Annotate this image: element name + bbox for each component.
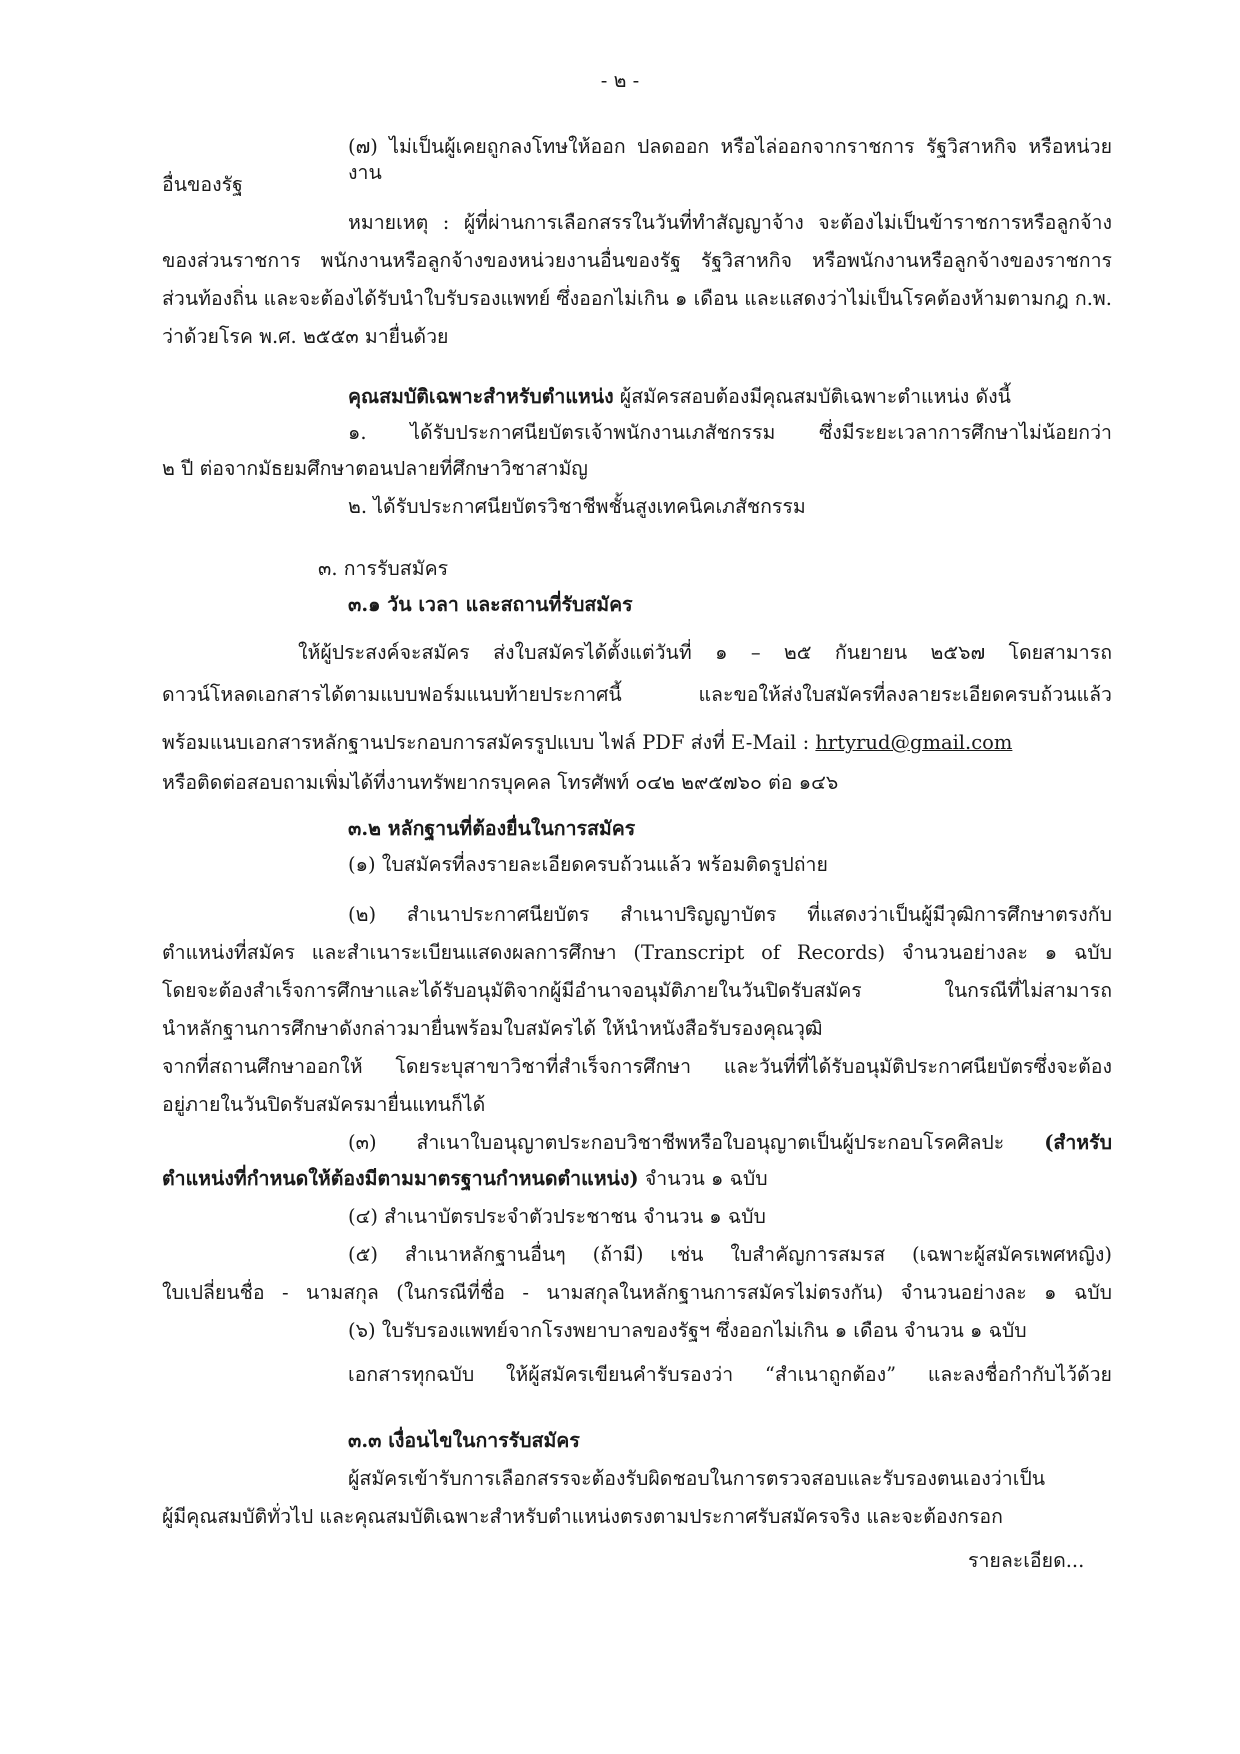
document-item-5-line-2: ใบเปลี่ยนชื่อ - นามสกุล (ในกรณีที่ชื่อ - นามสกุลในหลักฐานการสมัครไม่ตรงกัน) จำนวนอย่างละ ๑ ฉบับ	[162, 1281, 1112, 1304]
item-7-line-2: อื่นของรัฐ	[162, 173, 243, 196]
document-item-2-line-6: อยู่ภายในวันปิดรับสมัครมายื่นแทนก็ได้	[162, 1093, 486, 1116]
note-line-4: ว่าด้วยโรค พ.ศ. ๒๕๕๓ มายื่นด้วย	[162, 325, 449, 348]
section-3-1-line-3	[162, 730, 1012, 756]
document-item-3-line-2-bold: ตำแหน่งที่กำหนดให้ต้องมีตามมาตรฐานกำหนดตำแหน่ง)	[162, 1167, 639, 1190]
qualification-heading	[348, 384, 1011, 410]
continued-marker: รายละเอียด...	[968, 1549, 1085, 1572]
document-item-3-line-2	[162, 1166, 768, 1192]
section-3-3-line-1: ผู้สมัครเข้ารับการเลือกสรรจะต้องรับผิดชอบในการตรวจสอบและรับรองตนเองว่าเป็น	[348, 1467, 1046, 1490]
certification-note: เอกสารทุกฉบับ ให้ผู้สมัครเขียนคำรับรองว่า “สำเนาถูกต้อง” และลงชื่อกำกับไว้ด้วย	[348, 1363, 1112, 1386]
note-line-1: หมายเหตุ : ผู้ที่ผ่านการเลือกสรรในวันที่ทำสัญญาจ้าง จะต้องไม่เป็นข้าราชการหรือลูกจ้าง	[348, 211, 1112, 234]
document-item-2-line-1: (๒) สำเนาประกาศนียบัตร สำเนาปริญญาบัตร ที่แสดงว่าเป็นผู้มีวุฒิการศึกษาตรงกับ	[348, 903, 1112, 926]
section-3-1-line-2: ดาวน์โหลดเอกสารได้ตามแบบฟอร์มแนบท้ายประกาศนี้ และขอให้ส่งใบสมัครที่ลงลายระเอียดครบถ้วนแล้ว	[162, 683, 1112, 706]
qualification-item-1-line-2: ๒ ปี ต่อจากมัธยมศึกษาตอนปลายที่ศึกษาวิชาสามัญ	[162, 457, 588, 480]
qualification-item-2: ๒. ได้รับประกาศนียบัตรวิชาชีพชั้นสูงเทคนิคเภสัชกรรม	[348, 495, 806, 518]
section-3-1-title: ๓.๑ วัน เวลา และสถานที่รับสมัคร	[348, 593, 633, 616]
document-item-5-line-1: (๕) สำเนาหลักฐานอื่นๆ (ถ้ามี) เช่น ใบสำคัญการสมรส (เฉพาะผู้สมัครเพศหญิง)	[348, 1243, 1112, 1266]
document-item-1: (๑) ใบสมัครที่ลงรายละเอียดครบถ้วนแล้ว พร้อมติดรูปถ่าย	[348, 853, 828, 876]
section-3-2-title: ๓.๒ หลักฐานที่ต้องยื่นในการสมัคร	[348, 817, 636, 840]
section-3-3-title: ๓.๓ เงื่อนไขในการรับสมัคร	[348, 1429, 580, 1452]
document-item-4: (๔) สำเนาบัตรประจำตัวประชาชน จำนวน ๑ ฉบับ	[348, 1205, 766, 1228]
document-item-2-line-4: นำหลักฐานการศึกษาดังกล่าวมายื่นพร้อมใบสมัครได้ ให้นำหนังสือรับรองคุณวุฒิ	[162, 1017, 823, 1040]
item-7-line-1: (๗) ไม่เป็นผู้เคยถูกลงโทษให้ออก ปลดออก หรือไล่ออกจากราชการ รัฐวิสาหกิจ หรือหน่วยงาน	[348, 135, 1112, 184]
note-line-3: ส่วนท้องถิ่น และจะต้องได้รับนำใบรับรองแพทย์ ซึ่งออกไม่เกิน ๑ เดือน และแสดงว่าไม่เป็นโรคต้องห้ามตามกฎ ก.พ.	[162, 287, 1112, 310]
document-item-6: (๖) ใบรับรองแพทย์จากโรงพยาบาลของรัฐฯ ซึ่งออกไม่เกิน ๑ เดือน จำนวน ๑ ฉบับ	[348, 1319, 1027, 1342]
note-line-2: ของส่วนราชการ พนักงานหรือลูกจ้างของหน่วยงานอื่นของรัฐ รัฐวิสาหกิจ หรือพนักงานหรือลูกจ้างของราชการ	[162, 249, 1112, 272]
document-item-2-line-3: โดยจะต้องสำเร็จการศึกษาและได้รับอนุมัติจากผู้มีอำนาจอนุมัติภายในวันปิดรับสมัคร ในกรณีที่ไม่สามารถ	[162, 979, 1112, 1002]
document-item-2-line-5: จากที่สถานศึกษาออกให้ โดยระบุสาขาวิชาที่สำเร็จการศึกษา และวันที่ที่ได้รับอนุมัติประกาศนียบัตรซึ่งจะต้อง	[162, 1055, 1112, 1078]
section-3-3-line-2: ผู้มีคุณสมบัติทั่วไป และคุณสมบัติเฉพาะสำหรับตำแหน่งตรงตามประกาศรับสมัครจริง และจะต้องกรอก	[162, 1505, 1003, 1528]
qualification-item-1-line-1: ๑. ได้รับประกาศนียบัตรเจ้าพนักงานเภสัชกรรม ซึ่งมีระยะเวลาการศึกษาไม่น้อยกว่า	[348, 421, 1112, 444]
section-3-title: ๓. การรับสมัคร	[318, 557, 449, 580]
section-3-1-line-4: หรือติดต่อสอบถามเพิ่มได้ที่งานทรัพยากรบุคคล โทรศัพท์ ๐๔๒ ๒๙๕๗๖๐ ต่อ ๑๔๖	[162, 771, 839, 794]
document-item-3-line-1-text: (๓) สำเนาใบอนุญาตประกอบวิชาชีพหรือใบอนุญาตเป็นผู้ประกอบโรคศิลปะ	[348, 1131, 1045, 1154]
document-item-3-line-1-bold: (สำหรับ	[1044, 1131, 1112, 1154]
email-link[interactable]: hrtyrud@gmail.com	[815, 731, 1013, 754]
document-item-2-line-2: ตำแหน่งที่สมัคร และสำเนาระเบียนแสดงผลการศึกษา (Transcript of Records) จำนวนอย่างละ ๑ ฉบับ	[162, 941, 1112, 964]
section-3-1-line-3-text: พร้อมแนบเอกสารหลักฐานประกอบการสมัครรูปแบบ ไฟล์ PDF ส่งที่ E-Mail :	[162, 731, 816, 754]
page-number: - ๒ -	[600, 69, 640, 92]
qualification-heading-rest: ผู้สมัครสอบต้องมีคุณสมบัติเฉพาะตำแหน่ง ดังนี้	[613, 385, 1012, 408]
section-3-1-line-1: ให้ผู้ประสงค์จะสมัคร ส่งใบสมัครได้ตั้งแต่วันที่ ๑ – ๒๕ กันยายน ๒๕๖๗ โดยสามารถ	[298, 641, 1112, 664]
qualification-heading-bold: คุณสมบัติเฉพาะสำหรับตำแหน่ง	[348, 385, 614, 408]
document-item-3-line-2-text: จำนวน ๑ ฉบับ	[638, 1167, 768, 1190]
document-item-3-line-1	[348, 1130, 1112, 1156]
